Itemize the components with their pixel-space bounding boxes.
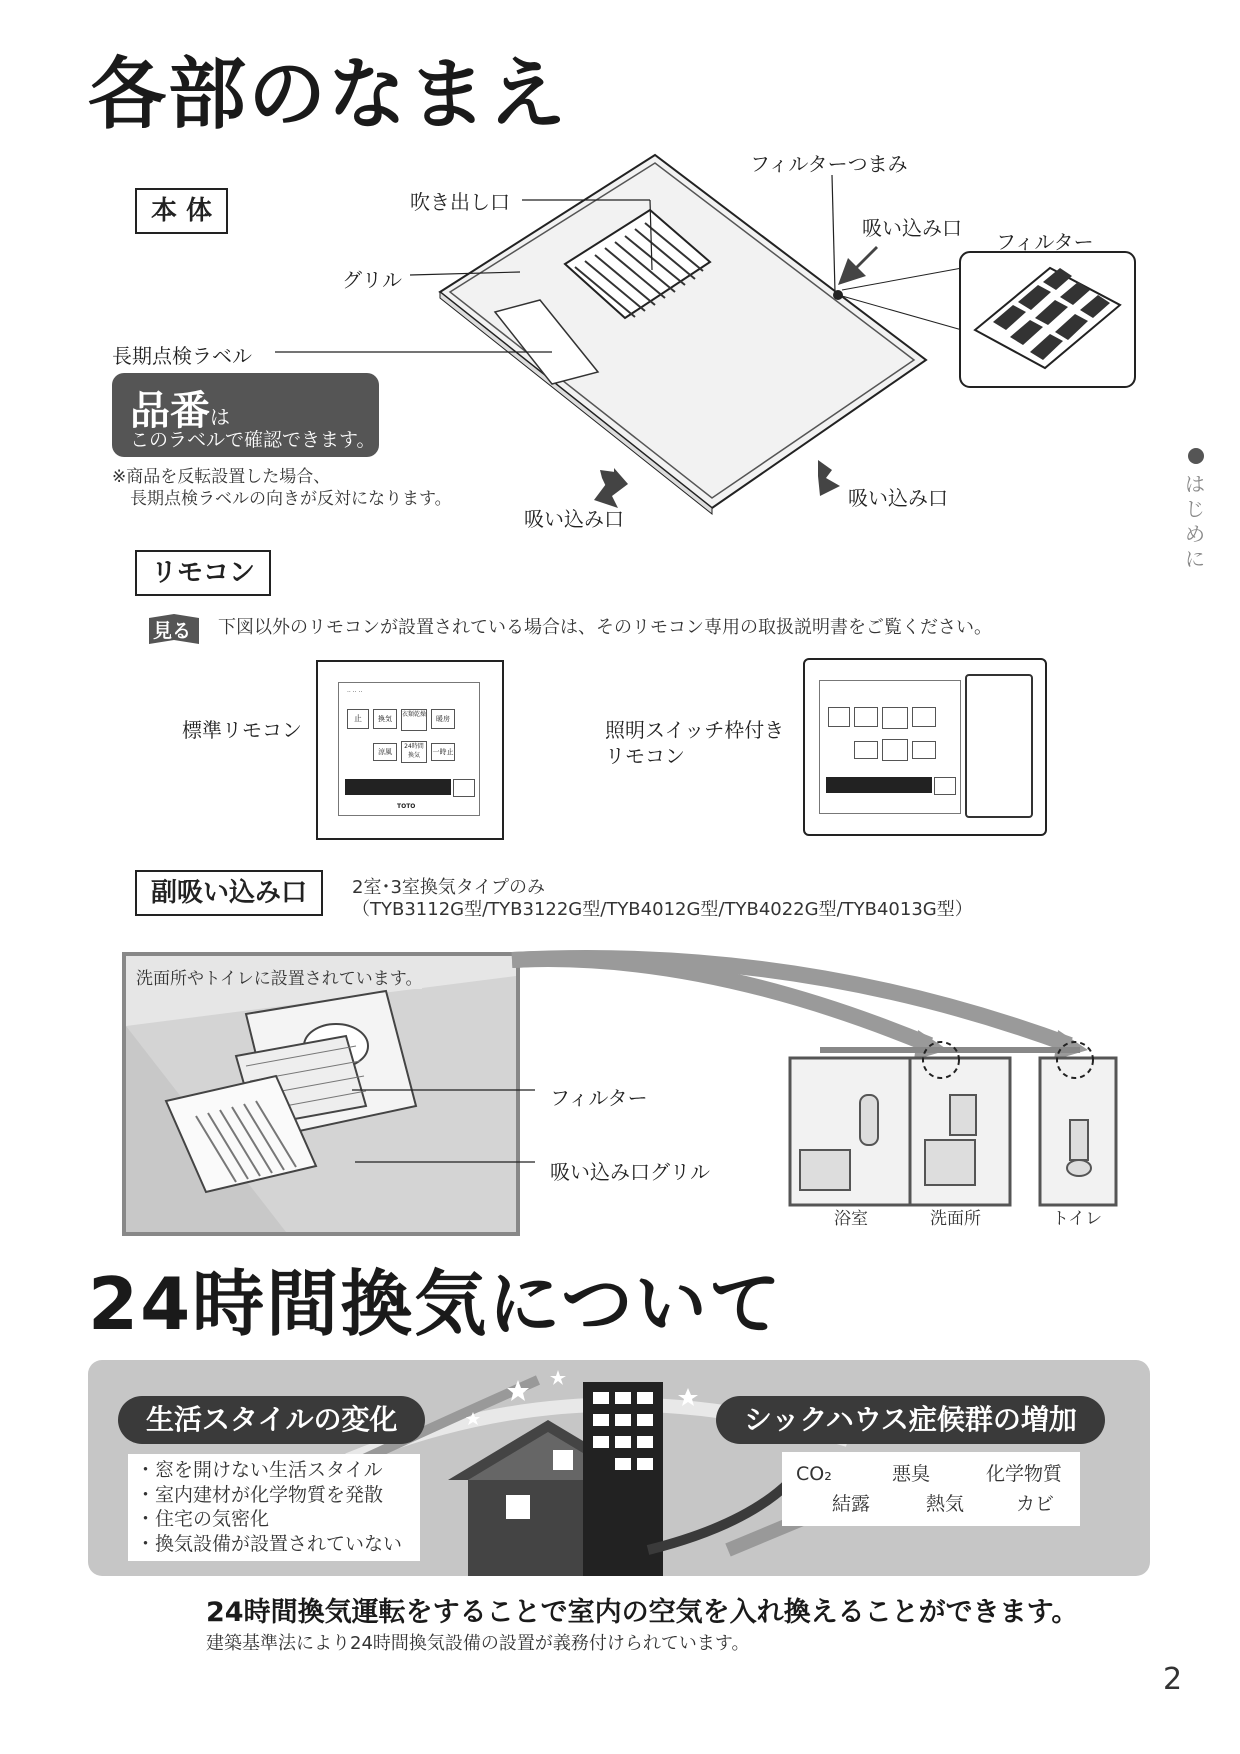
remote-btn-stop: 止 [347, 709, 369, 729]
main-statement: 24時間換気運転をすることで室内の空気を入れ換えることができます。 [206, 1597, 1079, 1628]
callout-grill: グリル [342, 268, 402, 292]
section-label-remote: リモコン [135, 550, 271, 596]
sub-note-2: （TYB3112G型/TYB3122G型/TYB4012G型/TYB4022G型/TYB4013G型） [352, 899, 973, 920]
24h-banner [88, 1360, 1150, 1576]
photo-caption: 洗面所やトイレに設置されています。 [136, 964, 422, 989]
product-number-line2: このラベルで確認できます。 [130, 429, 376, 451]
see-badge: 見る [145, 610, 203, 650]
sub-note-1: 2室･3室換気タイプのみ [352, 877, 546, 898]
callout-sub-filter: フィルター [550, 1086, 648, 1110]
remote-brand: TOTO [397, 803, 416, 810]
room-toilet: トイレ [1052, 1209, 1103, 1229]
lifestyle-item: ・窓を開けない生活スタイル [136, 1459, 383, 1481]
section-label-sub-intake: 副吸い込み口 [135, 870, 323, 916]
room-bath: 浴室 [834, 1209, 868, 1229]
page-number: 2 [1163, 1662, 1183, 1697]
reverse-note-1: ※商品を反転設置した場合、 [112, 467, 331, 487]
lifestyle-item: ・室内建材が化学物質を発散 [136, 1483, 384, 1506]
callout-sub-grill: 吸い込み口グリル [550, 1160, 710, 1184]
remote-btn-pause: 一時止 [431, 743, 455, 761]
page-title: 各部のなまえ [88, 50, 569, 140]
remote-btn-ventilation: 換気 [373, 709, 397, 729]
lighting-remote-label-2: リモコン [605, 744, 685, 768]
remote-btn-dry: 衣類乾燥 [401, 709, 427, 731]
symptom-condensation: 結露 [832, 1493, 871, 1515]
lighting-remote-label-1: 照明スイッチ枠付き [605, 718, 785, 742]
standard-remote: ·· ·· ·· 止 換気 衣類乾燥 暖房 涼風 24時間換気 一時止 TOTO [316, 660, 504, 840]
callout-outlet: 吹き出し口 [410, 190, 510, 214]
callout-intake-top: 吸い込み口 [862, 216, 962, 240]
symptom-mold: カビ [1016, 1493, 1055, 1515]
lifestyle-item: ・換気設備が設置されていない [136, 1533, 403, 1556]
remote-btn-cool: 涼風 [373, 743, 397, 761]
symptom-heat: 熱気 [926, 1493, 965, 1515]
remote-btn-24h: 24時間換気 [401, 741, 427, 763]
remote-btn-heat: 暖房 [431, 709, 455, 729]
callout-intake-bottom-right: 吸い込み口 [848, 486, 948, 510]
lifestyle-item: ・住宅の気密化 [136, 1508, 270, 1531]
side-tab-text: はじめに [1185, 472, 1205, 571]
room-washroom: 洗面所 [930, 1209, 981, 1229]
pill-sick-house: シックハウス症候群の増加 [716, 1396, 1105, 1444]
sub-statement: 建築基準法により24時間換気設備の設置が義務付けられています。 [206, 1633, 750, 1654]
symptoms-box [782, 1452, 1080, 1526]
lifestyle-list [128, 1454, 420, 1561]
callout-filter-knob: フィルターつまみ [750, 152, 908, 176]
section-label-body: 本 体 [135, 188, 228, 234]
callout-intake-bottom-left: 吸い込み口 [524, 507, 624, 531]
product-number-big: 品番 [130, 388, 210, 434]
see-text: 下図以外のリモコンが設置されている場合は、そのリモコン専用の取扱説明書をご覧ください。 [218, 617, 992, 638]
symptom-odor: 悪臭 [892, 1463, 931, 1485]
callout-label: 長期点検ラベル [112, 344, 252, 368]
reverse-note-2: 長期点検ラベルの向きが反対になります。 [130, 489, 452, 509]
pill-lifestyle-change: 生活スタイルの変化 [118, 1396, 425, 1444]
section-title-24h: 24時間換気について [88, 1262, 783, 1346]
callout-filter: フィルター [996, 230, 1094, 254]
symptom-chemicals: 化学物質 [986, 1463, 1063, 1485]
symptom-co2: CO₂ [796, 1463, 832, 1485]
product-number-ha: は [210, 405, 230, 429]
standard-remote-label: 標準リモコン [182, 718, 302, 742]
